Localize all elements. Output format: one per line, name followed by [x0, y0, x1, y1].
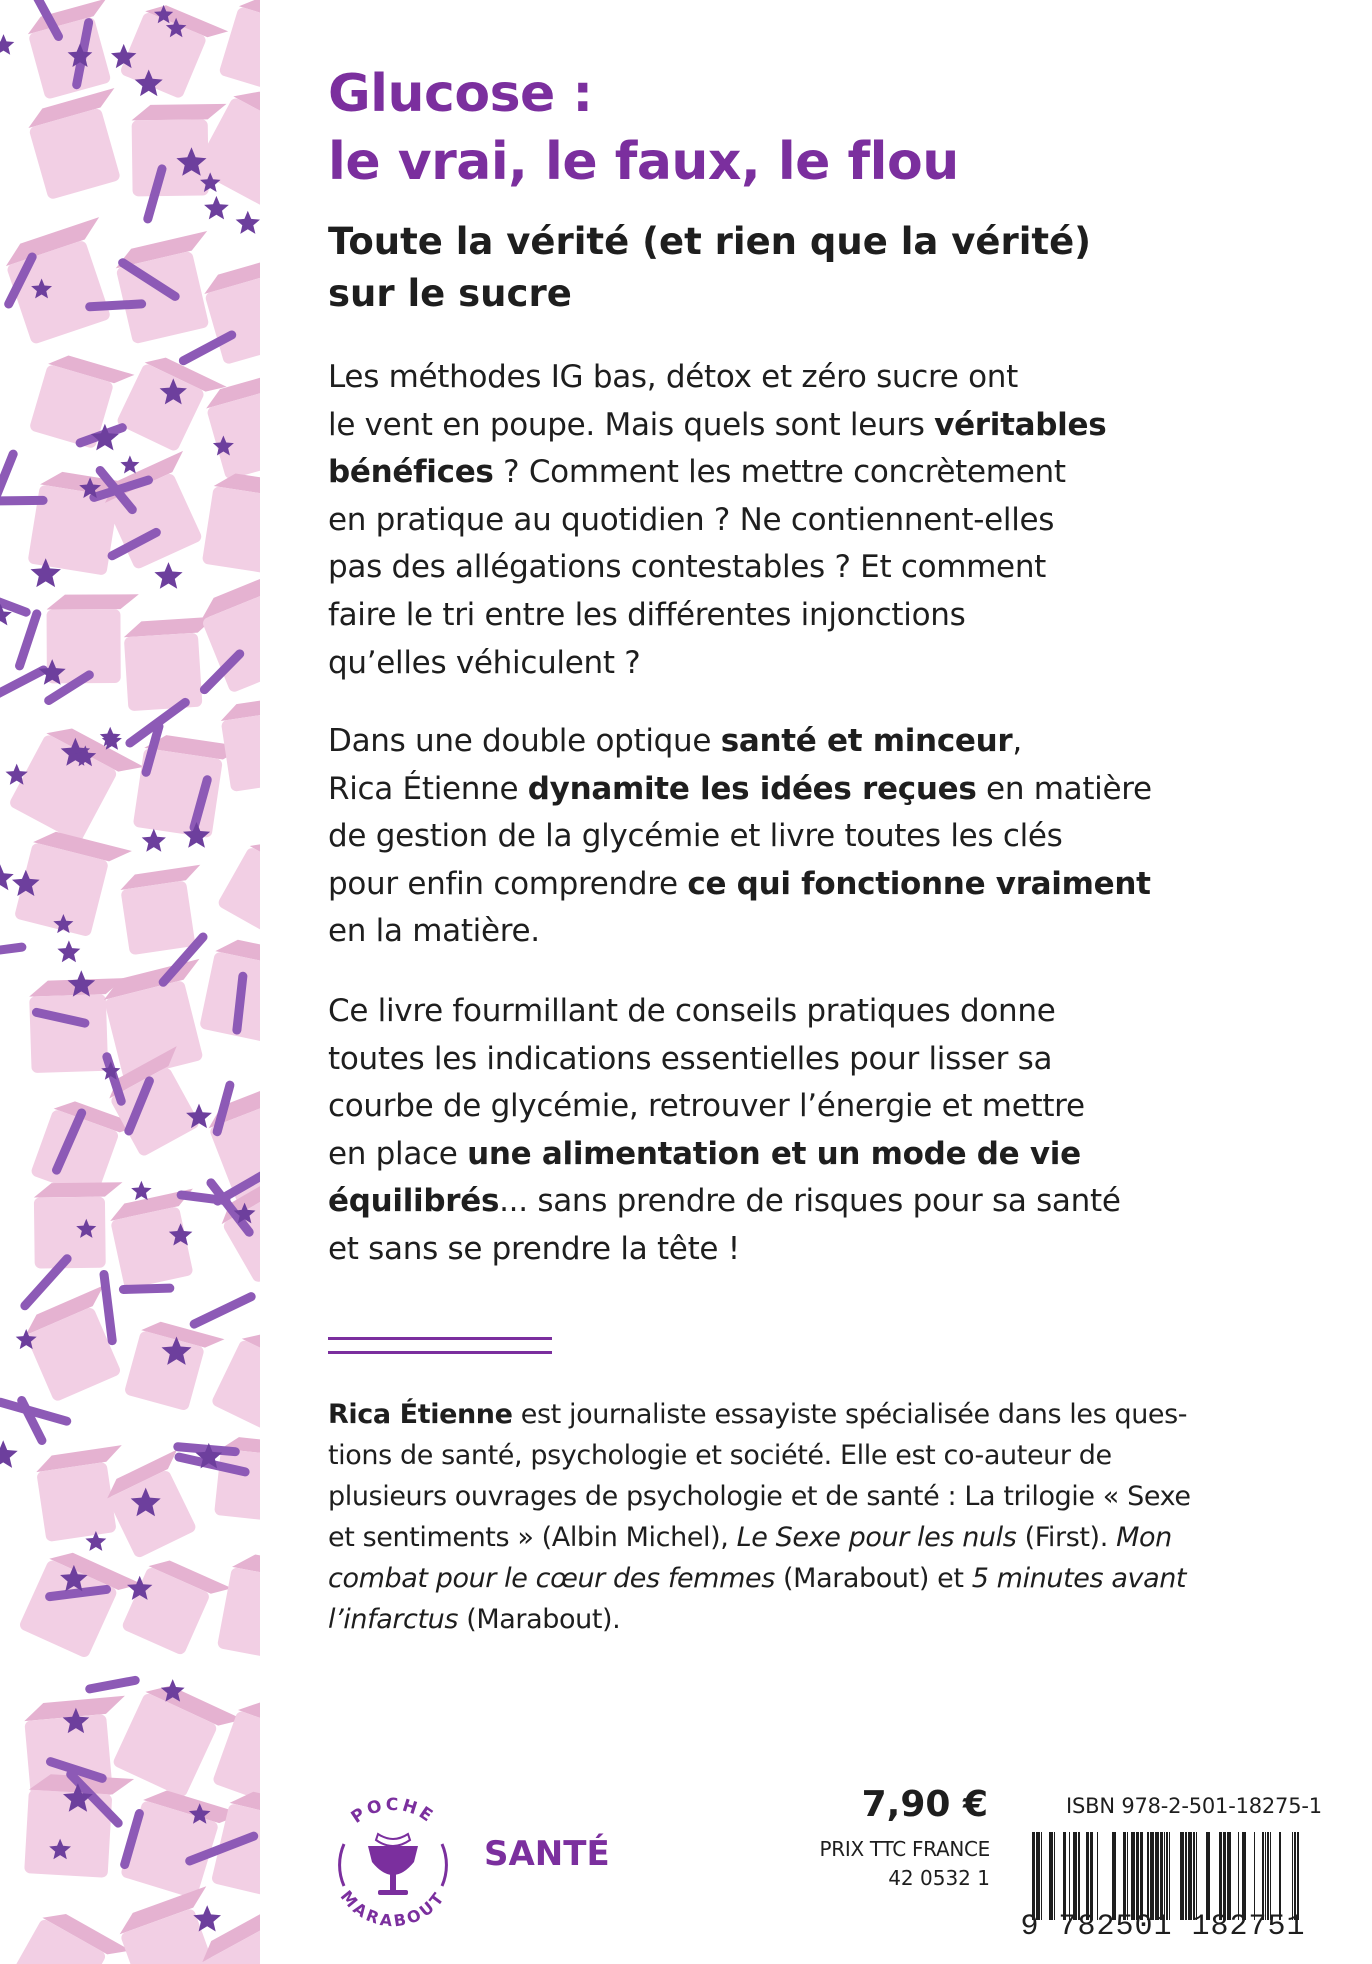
barcode-bar — [1041, 1832, 1042, 1920]
sprinkle — [181, 1195, 226, 1201]
barcode-bar — [1078, 1832, 1080, 1920]
sugar-cube — [124, 1317, 225, 1415]
barcode-bar — [1206, 1832, 1210, 1920]
barcode-digits: 9 782501 182751 — [1020, 1910, 1306, 1944]
text-line: pas des allégations contestables ? Et comment — [328, 549, 1047, 586]
barcode-bar — [1036, 1832, 1040, 1920]
sugar-cube — [24, 88, 139, 200]
text-line: en pratique au quotidien ? Ne contiennent-elles — [328, 501, 1055, 538]
sprinkle — [123, 1288, 169, 1289]
sprinkle — [0, 596, 26, 612]
text-line: qu’elles véhiculent ? — [328, 644, 641, 681]
sugar-cube — [34, 1182, 124, 1268]
star-icon — [131, 1181, 151, 1200]
text-line: Dans une double optique — [328, 723, 721, 759]
book-glass-icon — [368, 1834, 418, 1895]
sugar-cube — [121, 1554, 232, 1663]
sprinkle — [194, 1297, 251, 1324]
sugar-cube — [8, 719, 144, 853]
emphasis: une alimentation et un mode de vie — [467, 1135, 1081, 1172]
text-line: de gestion de la glycémie et livre toutes les clés — [328, 818, 1063, 855]
sugar-cube — [6, 1905, 131, 1964]
text-line: toutes les indications essentielles pour lisser sa — [328, 1040, 1053, 1077]
author-name: Rica Étienne — [328, 1399, 513, 1430]
sugar-cube — [199, 936, 260, 1049]
price: 7,90 € — [861, 1784, 988, 1825]
text-line: Rica Étienne — [328, 770, 528, 807]
barcode-bar — [1160, 1832, 1163, 1920]
emphasis: ce qui fonctionne vraiment — [687, 865, 1151, 902]
poche-marabout-logo — [318, 1790, 468, 1940]
author-bio — [328, 1394, 1328, 1640]
book-reference: l’infarctus — [328, 1604, 459, 1635]
sugar-cube — [18, 1545, 142, 1667]
sprinkle — [104, 1274, 112, 1340]
sugar-cube — [210, 1326, 260, 1443]
star-icon — [120, 455, 139, 473]
barcode-bar — [1032, 1832, 1035, 1920]
text-line: pour enfin comprendre — [328, 865, 688, 902]
text-line: Ce livre fourmillant de conseils pratiques donne — [328, 993, 1056, 1029]
sprinkle — [90, 1680, 135, 1688]
blurb-paragraph-3 — [328, 988, 1328, 1274]
isbn: ISBN 978-2-501-18275-1 — [1066, 1794, 1322, 1818]
book-title — [328, 60, 959, 196]
price-label: PRIX TTC FRANCE — [819, 1837, 990, 1861]
text-line: et sentiments » (Albin Michel), — [328, 1522, 737, 1553]
barcode-bar — [1166, 1832, 1168, 1920]
barcode-bar — [1196, 1832, 1197, 1920]
barcode-bar — [1242, 1832, 1246, 1920]
sugar-cube-pattern — [0, 0, 260, 1964]
text-line: le vent en poupe. Mais quels sont leurs — [328, 406, 935, 443]
subtitle-line-2: sur le sucre — [328, 272, 572, 315]
collection-label: SANTÉ — [484, 1834, 610, 1874]
star-icon — [0, 864, 14, 890]
barcode-bar — [1227, 1832, 1231, 1920]
divider-line — [328, 1351, 552, 1354]
barcode-bar — [1188, 1832, 1192, 1920]
sprinkle — [20, 614, 37, 666]
title-line-2: le vrai, le faux, le flou — [328, 132, 959, 192]
barcode-bar — [1270, 1832, 1271, 1920]
sugar-cube — [101, 1449, 212, 1559]
barcode-bar — [1054, 1832, 1055, 1920]
divider-line — [328, 1337, 552, 1340]
star-icon — [236, 211, 260, 234]
book-reference: Mon — [1116, 1522, 1172, 1553]
barcode-bar — [1097, 1832, 1098, 1920]
emphasis: dynamite les idées reçues — [527, 770, 977, 807]
sprinkle — [90, 304, 142, 307]
emphasis: équilibrés — [328, 1183, 500, 1220]
text-line: tions de santé, psychologie et société. Elle est co-auteur de — [328, 1440, 1112, 1471]
barcode-bar — [1150, 1832, 1154, 1920]
blurb-paragraph-1 — [328, 354, 1328, 687]
text-line: ... sans prendre de risques pour sa santé — [499, 1183, 1121, 1220]
barcode-bar — [1297, 1832, 1299, 1920]
star-icon — [154, 562, 182, 589]
barcode-bar — [1193, 1832, 1195, 1920]
sprinkle — [0, 500, 43, 501]
barcode-bar — [1262, 1832, 1264, 1920]
barcode-bar — [1238, 1832, 1239, 1920]
barcode-bar — [1127, 1832, 1128, 1920]
sugar-cube — [119, 0, 228, 106]
barcode — [1028, 1832, 1308, 1920]
star-icon — [204, 196, 229, 220]
sprinkle — [0, 670, 44, 702]
barcode-bar — [1254, 1832, 1255, 1920]
text-line: plusieurs ouvrages de psychologie et de santé : La trilogie « Sexe — [328, 1481, 1191, 1512]
star-icon — [0, 1440, 18, 1468]
barcode-bar — [1223, 1832, 1226, 1920]
barcode-bar — [1140, 1832, 1143, 1920]
text-line: , — [1012, 723, 1022, 759]
sugar-cube — [195, 568, 260, 694]
barcode-bar — [1164, 1832, 1165, 1920]
sugar-cube — [20, 1285, 139, 1402]
emphasis: bénéfices — [328, 454, 494, 491]
barcode-bar — [1155, 1832, 1159, 1920]
barcode-bar — [1049, 1832, 1053, 1920]
star-icon — [142, 829, 166, 852]
barcode-bar — [1219, 1832, 1222, 1920]
text-line: ? Comment les mettre concrètement — [493, 454, 1066, 491]
text-line: courbe de glycémie, retrouver l’énergie et mettre — [328, 1088, 1085, 1125]
sprinkle — [0, 947, 22, 953]
sugar-cube — [219, 693, 260, 792]
logo-bottom-text: MARABOUT — [336, 1886, 450, 1931]
barcode-bar — [1294, 1832, 1296, 1920]
sugar-cube — [107, 1189, 211, 1290]
barcode-bar — [1180, 1832, 1184, 1920]
text-line: en la matière. — [328, 913, 540, 950]
barcode-bar — [1292, 1832, 1293, 1920]
barcode-bar — [1131, 1832, 1135, 1920]
text-line: Les méthodes IG bas, détox et zéro sucre ont — [328, 359, 1018, 395]
text-line: (First). — [1016, 1522, 1117, 1553]
sugar-cube — [218, 0, 260, 100]
barcode-bar — [1086, 1832, 1089, 1920]
barcode-bar — [1123, 1832, 1126, 1920]
text-line: (Marabout). — [458, 1604, 621, 1635]
sprinkle — [237, 976, 243, 1030]
barcode-bar — [1185, 1832, 1187, 1920]
text-line: est journaliste essayiste spécialisée dans les ques- — [512, 1399, 1188, 1430]
logo-top-text: POCHE — [347, 1794, 439, 1828]
text-line: faire le tri entre les différentes injonctions — [328, 596, 966, 633]
book-subtitle — [328, 216, 1328, 320]
title-line-1: Glucose : — [328, 64, 593, 124]
barcode-bar — [1090, 1832, 1093, 1920]
book-reference: Le Sexe pour les nuls — [736, 1522, 1017, 1553]
emphasis: véritables — [934, 406, 1107, 443]
book-reference: combat pour le cœur des femmes — [328, 1563, 775, 1594]
barcode-bar — [1265, 1832, 1266, 1920]
text-line: (Marabout) et — [774, 1563, 972, 1594]
price-code: 42 0532 1 — [888, 1866, 990, 1890]
text-line: et sans se prendre la tête ! — [328, 1230, 740, 1267]
barcode-bar — [1267, 1832, 1269, 1920]
barcode-bar — [1112, 1832, 1116, 1920]
sugar-cube — [202, 470, 260, 578]
barcode-bar — [1073, 1832, 1077, 1920]
sugar-cube — [217, 1551, 260, 1667]
barcode-bar — [1136, 1832, 1139, 1920]
sugar-cube — [217, 834, 260, 946]
book-reference: 5 minutes avant — [971, 1563, 1187, 1594]
star-icon — [57, 940, 80, 962]
sprinkle — [0, 454, 13, 503]
emphasis: santé et minceur — [720, 723, 1013, 759]
barcode-bar — [1169, 1832, 1170, 1920]
barcode-bar — [1279, 1832, 1281, 1920]
barcode-bar — [1063, 1832, 1066, 1920]
text-line: en matière — [976, 770, 1152, 807]
subtitle-line-1: Toute la vérité (et rien que la vérité) — [328, 220, 1092, 263]
barcode-bar — [1069, 1832, 1070, 1920]
blurb-paragraph-2 — [328, 718, 1328, 956]
star-icon — [0, 34, 14, 55]
barcode-bar — [1147, 1832, 1149, 1920]
text-line: en place — [328, 1135, 468, 1172]
